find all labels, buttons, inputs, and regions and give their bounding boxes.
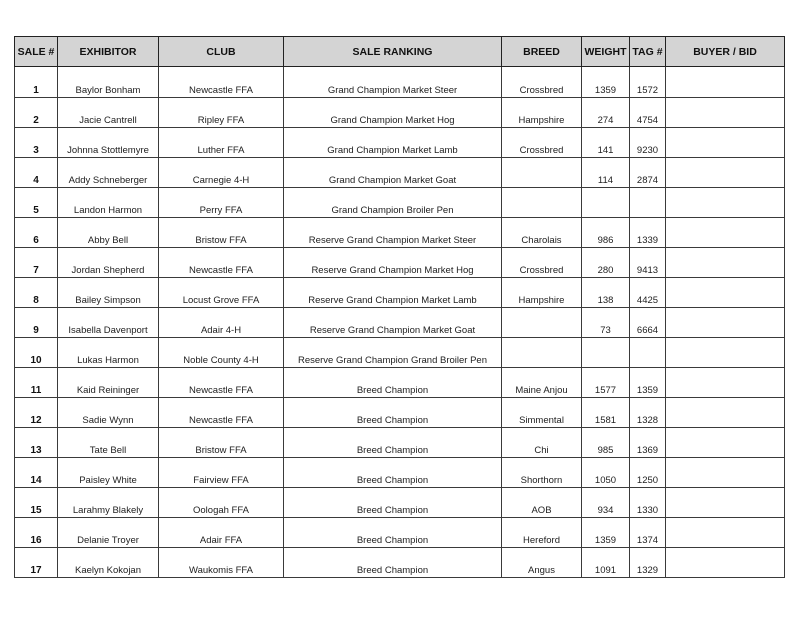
cell-weight: 114	[582, 158, 630, 188]
cell-sale-ranking: Breed Champion	[284, 458, 502, 488]
cell-breed: Angus	[502, 548, 582, 578]
cell-sale-number: 12	[15, 398, 58, 428]
cell-club: Luther FFA	[159, 128, 284, 158]
cell-sale-number: 6	[15, 218, 58, 248]
cell-tag-number: 2874	[630, 158, 666, 188]
cell-club: Ripley FFA	[159, 98, 284, 128]
table-row	[15, 188, 785, 218]
cell-breed: Crossbred	[502, 67, 582, 98]
cell-tag-number: 6664	[630, 308, 666, 338]
table-row	[15, 218, 785, 248]
cell-sale-number: 2	[15, 98, 58, 128]
header-sale-ranking: SALE RANKING	[284, 37, 502, 67]
cell-tag-number: 1328	[630, 398, 666, 428]
cell-weight: 985	[582, 428, 630, 458]
cell-buyer-bid	[666, 368, 785, 398]
cell-tag-number: 1572	[630, 67, 666, 98]
cell-sale-number: 16	[15, 518, 58, 548]
cell-exhibitor: Jacie Cantrell	[58, 98, 159, 128]
cell-buyer-bid	[666, 128, 785, 158]
cell-exhibitor: Addy Schneberger	[58, 158, 159, 188]
cell-sale-ranking: Grand Champion Broiler Pen	[284, 188, 502, 218]
cell-club: Adair 4-H	[159, 308, 284, 338]
cell-breed	[502, 338, 582, 368]
cell-buyer-bid	[666, 428, 785, 458]
cell-buyer-bid	[666, 548, 785, 578]
cell-breed: AOB	[502, 488, 582, 518]
cell-exhibitor: Isabella Davenport	[58, 308, 159, 338]
cell-club: Waukomis FFA	[159, 548, 284, 578]
cell-sale-ranking: Breed Champion	[284, 428, 502, 458]
cell-weight: 73	[582, 308, 630, 338]
table-row	[15, 518, 785, 548]
cell-sale-number: 14	[15, 458, 58, 488]
cell-sale-ranking: Grand Champion Market Lamb	[284, 128, 502, 158]
cell-buyer-bid	[666, 248, 785, 278]
cell-sale-ranking: Grand Champion Market Goat	[284, 158, 502, 188]
cell-breed: Charolais	[502, 218, 582, 248]
cell-buyer-bid	[666, 218, 785, 248]
cell-sale-number: 17	[15, 548, 58, 578]
cell-weight: 934	[582, 488, 630, 518]
cell-sale-number: 8	[15, 278, 58, 308]
cell-sale-ranking: Breed Champion	[284, 518, 502, 548]
cell-buyer-bid	[666, 518, 785, 548]
header-buyer-bid: BUYER / BID	[666, 37, 785, 67]
cell-tag-number: 1329	[630, 548, 666, 578]
cell-sale-number: 13	[15, 428, 58, 458]
cell-exhibitor: Sadie Wynn	[58, 398, 159, 428]
cell-club: Newcastle FFA	[159, 368, 284, 398]
cell-club: Bristow FFA	[159, 428, 284, 458]
table-row	[15, 248, 785, 278]
cell-breed: Simmental	[502, 398, 582, 428]
cell-weight: 280	[582, 248, 630, 278]
cell-sale-number: 3	[15, 128, 58, 158]
cell-tag-number: 4425	[630, 278, 666, 308]
table-row	[15, 158, 785, 188]
cell-breed: Crossbred	[502, 248, 582, 278]
cell-sale-number: 15	[15, 488, 58, 518]
cell-tag-number: 4754	[630, 98, 666, 128]
cell-tag-number: 1369	[630, 428, 666, 458]
cell-breed: Hereford	[502, 518, 582, 548]
cell-buyer-bid	[666, 338, 785, 368]
cell-buyer-bid	[666, 278, 785, 308]
cell-buyer-bid	[666, 188, 785, 218]
cell-sale-ranking: Reserve Grand Champion Market Goat	[284, 308, 502, 338]
cell-weight: 1091	[582, 548, 630, 578]
cell-sale-ranking: Reserve Grand Champion Grand Broiler Pen	[284, 338, 502, 368]
cell-club: Newcastle FFA	[159, 67, 284, 98]
cell-weight: 1577	[582, 368, 630, 398]
cell-tag-number: 1330	[630, 488, 666, 518]
cell-tag-number: 1374	[630, 518, 666, 548]
cell-weight	[582, 338, 630, 368]
header-tag-number: TAG #	[630, 37, 666, 67]
cell-club: Noble County 4-H	[159, 338, 284, 368]
cell-club: Locust Grove FFA	[159, 278, 284, 308]
cell-buyer-bid	[666, 398, 785, 428]
sale-order-table	[14, 36, 785, 578]
cell-exhibitor: Delanie Troyer	[58, 518, 159, 548]
cell-tag-number: 9230	[630, 128, 666, 158]
cell-breed	[502, 308, 582, 338]
header-exhibitor: EXHIBITOR	[58, 37, 159, 67]
header-sale-number: SALE #	[15, 37, 58, 67]
cell-sale-number: 4	[15, 158, 58, 188]
cell-sale-number: 1	[15, 67, 58, 98]
cell-exhibitor: Bailey Simpson	[58, 278, 159, 308]
cell-exhibitor: Jordan Shepherd	[58, 248, 159, 278]
cell-sale-ranking: Reserve Grand Champion Market Hog	[284, 248, 502, 278]
cell-exhibitor: Kaelyn Kokojan	[58, 548, 159, 578]
cell-sale-number: 10	[15, 338, 58, 368]
cell-weight: 1359	[582, 67, 630, 98]
cell-sale-number: 11	[15, 368, 58, 398]
cell-club: Perry FFA	[159, 188, 284, 218]
cell-club: Oologah FFA	[159, 488, 284, 518]
table-row	[15, 278, 785, 308]
cell-breed: Chi	[502, 428, 582, 458]
cell-club: Carnegie 4-H	[159, 158, 284, 188]
cell-sale-number: 5	[15, 188, 58, 218]
table-row	[15, 308, 785, 338]
cell-weight: 1050	[582, 458, 630, 488]
cell-sale-ranking: Grand Champion Market Steer	[284, 67, 502, 98]
cell-exhibitor: Paisley White	[58, 458, 159, 488]
cell-breed: Hampshire	[502, 98, 582, 128]
cell-exhibitor: Baylor Bonham	[58, 67, 159, 98]
cell-weight: 986	[582, 218, 630, 248]
cell-exhibitor: Lukas Harmon	[58, 338, 159, 368]
cell-club: Fairview FFA	[159, 458, 284, 488]
cell-sale-ranking: Breed Champion	[284, 548, 502, 578]
header-weight: WEIGHT	[582, 37, 630, 67]
cell-club: Newcastle FFA	[159, 248, 284, 278]
table-row	[15, 338, 785, 368]
table-row	[15, 458, 785, 488]
cell-sale-ranking: Reserve Grand Champion Market Steer	[284, 218, 502, 248]
cell-sale-ranking: Reserve Grand Champion Market Lamb	[284, 278, 502, 308]
cell-club: Bristow FFA	[159, 218, 284, 248]
cell-tag-number: 1250	[630, 458, 666, 488]
cell-buyer-bid	[666, 308, 785, 338]
cell-tag-number	[630, 338, 666, 368]
cell-exhibitor: Abby Bell	[58, 218, 159, 248]
cell-club: Adair FFA	[159, 518, 284, 548]
cell-sale-ranking: Breed Champion	[284, 488, 502, 518]
table-row	[15, 548, 785, 578]
cell-buyer-bid	[666, 98, 785, 128]
table-row	[15, 428, 785, 458]
cell-breed: Hampshire	[502, 278, 582, 308]
cell-tag-number: 1359	[630, 368, 666, 398]
cell-buyer-bid	[666, 488, 785, 518]
cell-club: Newcastle FFA	[159, 398, 284, 428]
table-header-row	[15, 37, 785, 67]
cell-weight: 141	[582, 128, 630, 158]
cell-sale-ranking: Grand Champion Market Hog	[284, 98, 502, 128]
cell-exhibitor: Landon Harmon	[58, 188, 159, 218]
cell-buyer-bid	[666, 158, 785, 188]
cell-buyer-bid	[666, 458, 785, 488]
cell-tag-number: 9413	[630, 248, 666, 278]
table-row	[15, 488, 785, 518]
header-breed: BREED	[502, 37, 582, 67]
cell-sale-number: 7	[15, 248, 58, 278]
cell-breed: Shorthorn	[502, 458, 582, 488]
cell-weight	[582, 188, 630, 218]
table-row	[15, 128, 785, 158]
cell-tag-number	[630, 188, 666, 218]
cell-buyer-bid	[666, 67, 785, 98]
cell-exhibitor: Larahmy Blakely	[58, 488, 159, 518]
table-row	[15, 368, 785, 398]
cell-breed	[502, 188, 582, 218]
cell-sale-ranking: Breed Champion	[284, 368, 502, 398]
header-club: CLUB	[159, 37, 284, 67]
cell-weight: 138	[582, 278, 630, 308]
table-row	[15, 67, 785, 98]
cell-exhibitor: Kaid Reininger	[58, 368, 159, 398]
cell-breed	[502, 158, 582, 188]
cell-sale-number: 9	[15, 308, 58, 338]
table-row	[15, 98, 785, 128]
table-row	[15, 398, 785, 428]
cell-exhibitor: Johnna Stottlemyre	[58, 128, 159, 158]
table-body	[15, 67, 785, 578]
cell-weight: 1581	[582, 398, 630, 428]
cell-sale-ranking: Breed Champion	[284, 398, 502, 428]
cell-tag-number: 1339	[630, 218, 666, 248]
cell-breed: Maine Anjou	[502, 368, 582, 398]
cell-weight: 274	[582, 98, 630, 128]
cell-breed: Crossbred	[502, 128, 582, 158]
cell-weight: 1359	[582, 518, 630, 548]
cell-exhibitor: Tate Bell	[58, 428, 159, 458]
